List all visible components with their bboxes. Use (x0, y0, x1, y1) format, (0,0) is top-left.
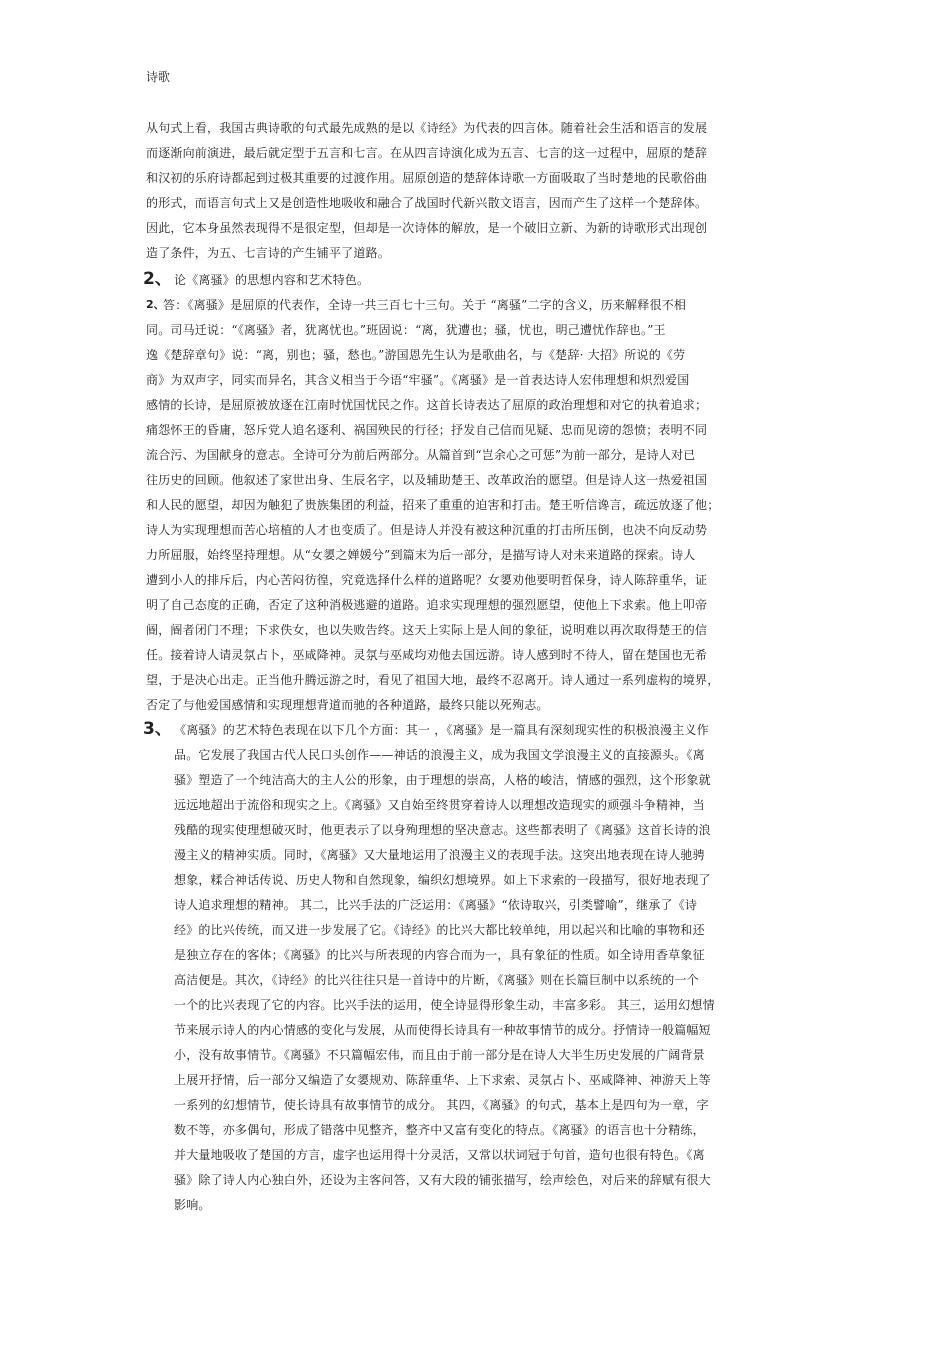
paragraph-line: 而逐渐向前演进，最后就定型于五言和七言。在从四言诗演化成为五言、七言的这一过程中，屈原的楚辞 (146, 146, 708, 160)
paragraph-line: 和汉初的乐府诗都起到过极其重要的过渡作用。屈原创造的楚辞体诗歌一方面吸取了当时楚地的民歌俗曲 (146, 171, 708, 185)
section-line: 一个的比兴表现了它的内容。比兴手法的运用，使全诗显得形象生动，丰富多彩。 其三，运用幻想情 (174, 998, 715, 1012)
section-line: 数不等，亦多偶句，形成了错落中见整齐，整齐中又富有变化的特点。《离骚》的语言也十分精练， (174, 1123, 705, 1137)
section-line: 骚》塑造了一个纯洁高大的主人公的形象，由于理想的崇高，人格的峻洁，情感的强烈，这个形象就 (174, 773, 711, 787)
answer-line: 望，于是决心出走。正当他升腾远游之时，看见了祖国大地，最终不忍离开。诗人通过一系列虚构的境界， (146, 673, 720, 687)
answer-line: 阍，阍者闭门不理；下求佚女，也以失败告终。这天上实际上是人间的象征，说明难以再次取得楚王的信 (146, 623, 708, 637)
paragraph-line: 从句式上看，我国古典诗歌的句式最先成熟的是以《诗经》为代表的四言体。随着社会生活和语言的发展 (146, 121, 708, 135)
answer-line: 答：《离骚》是屈原的代表作，全诗一共三百七十三句。关于 “离骚”二字的含义，历来解释很不相 (163, 298, 687, 312)
answer-line: 往历史的回顾。他叙述了家世出身、生辰名字，以及辅助楚王、改革政治的愿望。但是诗人这一热爱祖国 (146, 473, 708, 487)
question-number: 2、 (143, 269, 172, 289)
answer-line: 感情的长诗，是屈原被放逐在江南时忧国忧民之作。这首长诗表达了屈原的政治理想和对它的执着追求； (146, 398, 708, 412)
paragraph-line: 因此，它本身虽然表现得不是很定型，但却是一次诗体的解放，是一个破旧立新、为新的诗歌形式出现创 (146, 221, 708, 235)
section-line: 骚》除了诗人内心独白外，还设为主客问答，又有大段的铺张描写，绘声绘色，对后来的辞赋有很大 (174, 1173, 711, 1187)
answer-line: 痛怨怀王的昏庸，怒斥党人追名逐利、祸国殃民的行径；抒发自己信而见疑、忠而见谤的怨愤；表明不同 (146, 423, 708, 437)
answer-line: 同。司马迁说：“《离骚》者，犹离忧也。”班固说：“离，犹遭也；骚，忧也，明己遭忧作辞也。”王 (146, 323, 666, 337)
answer-line: 力所屈服，始终坚持理想。从“女嬃之婵媛兮”到篇末为后一部分，是描写诗人对未来道路的探索。诗人 (146, 548, 696, 562)
section-line: 残酷的现实使理想破灭时，他更表示了以身殉理想的坚决意志。这些都表明了《离骚》这首长诗的浪 (174, 823, 711, 837)
section-line: 节来展示诗人的内心情感的变化与发展，从而使得长诗具有一种故事情节的成分。抒情诗一般篇幅短 (174, 1023, 711, 1037)
answer-line: 和人民的愿望，却因为触犯了贵族集团的利益，招来了重重的迫害和打击。楚王听信谗言，疏远放逐了他； (146, 498, 720, 512)
page-header: 诗歌 (146, 70, 171, 84)
answer-line: 明了自己态度的正确，否定了这种消极逃避的道路。追求实现理想的强烈愿望，使他上下求索。他上叩帝 (146, 598, 708, 612)
answer-line: 任。接着诗人请灵氛占卜，巫咸降神。灵氛与巫咸均劝他去国远游。诗人感到时不待人，留在楚国也无希 (146, 648, 708, 662)
answer-line: 否定了与他爱国感情和实现理想背道而驰的各种道路，最终只能以死殉志。 (146, 698, 549, 712)
section-line: 高洁便是。其次，《诗经》的比兴往往只是一首诗中的片断，《离骚》则在长篇巨制中以系统的一个 (174, 973, 699, 987)
section-line: 《离骚》的艺术特色表现在以下几个方面：其一 ，《离骚》是一篇具有深刻现实性的积极浪漫主义作 (174, 723, 709, 737)
section-line: 诗人追求理想的精神。 其二，比兴手法的广泛运用：《离骚》“依诗取兴，引类譬喻”，继承了《诗 (174, 898, 698, 912)
answer-number: 2、 (146, 298, 165, 311)
section-line: 品。它发展了我国古代人民口头创作——神话的浪漫主义，成为我国文学浪漫主义的直接源头。《离 (174, 748, 705, 762)
section-line: 漫主义的精神实质。同时，《离骚》又大量地运用了浪漫主义的表现手法。这突出地表现在诗人驰骋 (174, 848, 705, 862)
section-line: 并大量地吸收了楚国的方言，虚字也运用得十分灵活，又常以状词冠于句首，造句也很有特色。《离 (174, 1148, 705, 1162)
section-line: 一系列的幻想情节，使长诗具有故事情节的成分。 其四，《离骚》的句式，基本上是四句为一章，字 (174, 1098, 709, 1112)
answer-line: 遭到小人的排斥后，内心苦闷彷徨，究竟选择什么样的道路呢？女嬃劝他要明哲保身，诗人陈辞重华，证 (146, 573, 708, 587)
answer-line: 流合污、为国献身的意志。全诗可分为前后两部分。从篇首到“岂余心之可惩”为前一部分，是诗人对已 (146, 448, 696, 462)
paragraph-line: 的形式，而语言句式上又是创造性地吸收和融合了战国时代新兴散文语言，因而产生了这样一个楚辞体。 (146, 196, 708, 210)
section-line: 想象，糅合神话传说、历史人物和自然现象，编织幻想境界。如上下求索的一段描写，很好地表现了 (174, 873, 711, 887)
section-line: 远远地超出于流俗和现实之上。《离骚》又自始至终贯穿着诗人以理想改造现实的顽强斗争精神，当 (174, 798, 705, 812)
section-line: 经》的比兴传统，而又进一步发展了它。《诗经》的比兴大都比较单纯，用以起兴和比喻的事物和还 (174, 923, 705, 937)
paragraph-line: 造了条件，为五、七言诗的产生铺平了道路。 (146, 246, 391, 260)
section-line: 小，没有故事情节。《离骚》不只篇幅宏伟，而且由于前一部分是在诗人大半生历史发展的广阔背景 (174, 1048, 705, 1062)
section-line: 是独立存在的客体；《离骚》的比兴与所表现的内容合而为一，具有象征的性质。如全诗用香草象征 (174, 948, 705, 962)
section-number: 3、 (143, 719, 172, 739)
section-line: 影响。 (174, 1198, 211, 1212)
answer-line: 商》为双声字，同实而异名，其含义相当于今语“牢骚”。《离骚》是一首表达诗人宏伟理想和炽烈爱国 (146, 373, 690, 387)
question-text: 论《离骚》的思想内容和艺术特色。 (174, 273, 370, 287)
answer-line: 诗人为实现理想而苦心培植的人才也变质了。但是诗人并没有被这种沉重的打击所压倒，也决不向反动势 (146, 523, 708, 537)
answer-line: 逸《楚辞章句》说：“离，别也；骚，愁也。”游国恩先生认为是歌曲名，与《楚辞· 大招》所说的《劳 (146, 348, 686, 362)
section-line: 上展开抒情，后一部分又编造了女嬃规劝、陈辞重华、上下求索、灵氛占卜、巫咸降神、神游天上等 (174, 1073, 711, 1087)
